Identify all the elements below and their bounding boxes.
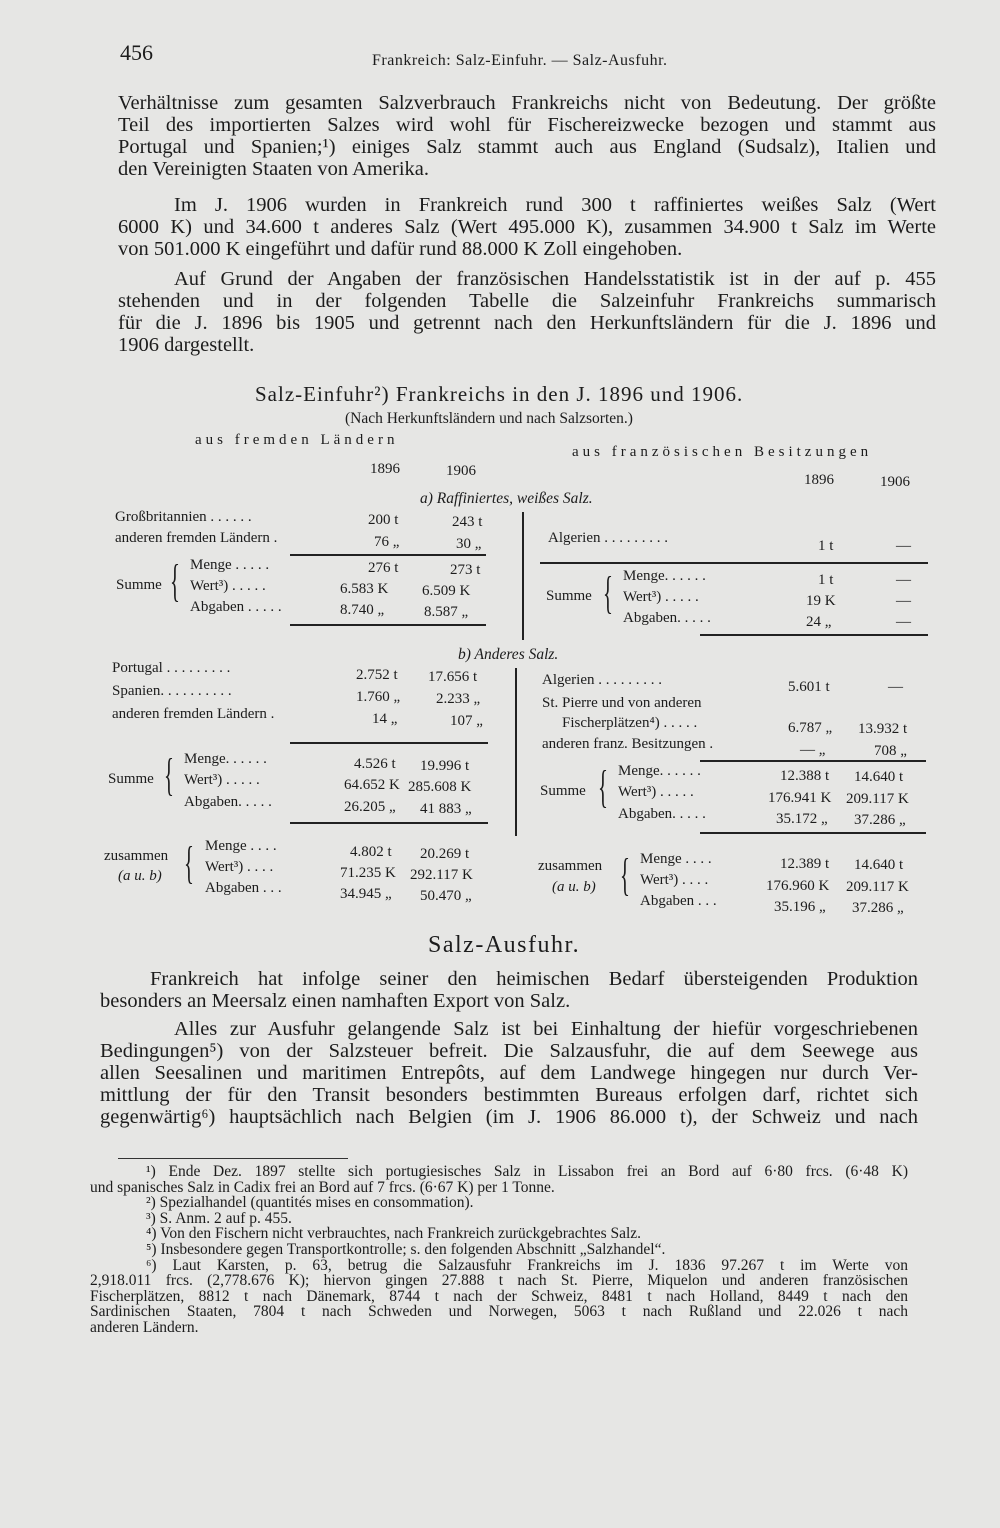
table-cell: 1 t [818,572,834,588]
table-cell: 19.996 t [420,758,470,774]
footnote-line: anderen Ländern. [90,1318,199,1336]
table-cell: 243 t [452,514,483,530]
abgaben-label: Abgaben. . . . . [184,794,272,810]
brace-icon: { [620,849,630,900]
text-line: Auf Grund der Angaben der französischen Handelsstatistik ist in der auf p. 455 [174,268,936,290]
footnote-line: Fischerplätzen, 8812 t nach Dänemark, 8744 t nach der Schweiz, 8481 t nach Holland, 8449 t nach den [90,1287,908,1305]
table-cell: 6.509 K [422,583,471,599]
running-title: Frankreich: Salz-Einfuhr. — Salz-Ausfuhr. [372,52,668,69]
export-paragraph-2 [100,1018,918,1128]
table-cell: 64.652 K [344,777,400,793]
intro-paragraph-2 [118,194,936,260]
brace-icon: { [603,567,613,618]
abgaben-label: Abgaben. . . . . [623,610,711,626]
table-cell: 8.587 „ [424,604,469,620]
table-cell: 176.941 K [768,790,832,806]
text-line: 6000 K) und 34.600 t anderes Salz (Wert 495.000 K), zusammen 34.900 t Salz im Werte [118,216,936,238]
column-divider [515,668,517,836]
table-cell: 276 t [368,560,399,576]
footnote-line: Sardinischen Staaten, 7804 t nach Schweden und Norwegen, 5063 t nach Rußland und 22.026 t nach [90,1303,908,1321]
brace-icon: { [598,761,608,812]
text-line: Im J. 1906 wurden in Frankreich rund 300 t raffiniertes weißes Salz (Wert [174,194,936,216]
table-cell: 708 „ [874,743,907,759]
section-b-heading: b) Anderes Salz. [458,646,559,663]
table-cell: 4.802 t [350,844,392,860]
table-cell: 37.286 „ [852,900,904,916]
table-cell: 30 „ [456,536,482,552]
text-line: Alles zur Ausfuhr gelangende Salz ist bei Einhaltung der hiefür vorgeschriebenen [174,1018,918,1040]
intro-paragraph-3 [118,268,936,356]
year-1896-left: 1896 [370,461,400,477]
footnote-line: ²) Spezialhandel (quantités mises en consommation). [146,1194,474,1212]
table-cell: 34.945 „ [340,886,392,902]
zusammen-sub-label: (a u. b) [118,868,162,884]
table-cell: 1 t [818,538,834,554]
table-cell: 209.117 K [846,791,909,807]
footnote-line: ³) S. Anm. 2 auf p. 455. [146,1209,292,1227]
table-cell: 176.960 K [766,878,830,894]
row-label: anderen franz. Besitzungen . [542,736,714,752]
sum-rule [700,634,928,636]
table-cell: 12.388 t [780,768,830,784]
row-label: Algerien . . . . . . . . . [542,672,662,688]
table-cell: 209.117 K [846,879,909,895]
footnote-rule [118,1158,348,1159]
footnote-line: ⁵) Insbesondere gegen Transportkontrolle; s. den folgenden Abschnitt „Salzhandel“. [146,1240,666,1258]
summe-label: Summe [540,783,586,799]
table-cell: 14 „ [372,711,398,727]
wert-label: Wert³) . . . . [640,872,709,888]
table-cell: 292.117 K [410,867,473,883]
table-cell: — „ [800,742,826,758]
table-cell: 41 883 „ [420,801,472,817]
wert-label: Wert³) . . . . [205,859,274,875]
table-cell: 200 t [368,512,399,528]
text-line: Teil des importierten Salzes wird wohl für Fischereizwecke bezogen und stammt aus [118,114,936,136]
intro-paragraph-1 [118,92,936,180]
text-line: stehenden und in der folgenden Tabelle die Salzeinfuhr Frankreichs summarisch [118,290,936,312]
table-cell: 1.760 „ [356,689,401,705]
wert-label: Wert³) . . . . . [190,578,266,594]
brace-icon: { [184,837,194,888]
text-line: 1906 dargestellt. [118,334,255,356]
text-line: Frankreich hat infolge seiner den heimischen Bedarf übersteigenden Produktion [150,968,918,990]
abgaben-label: Abgaben. . . . . [618,806,706,822]
menge-label: Menge . . . . [640,851,712,867]
text-line: Portugal und Spanien;¹) einiges Salz stammt auch aus England (Sudsalz), Italien und [118,136,936,158]
left-column-heading: aus fremden Ländern [195,432,399,448]
summe-label: Summe [108,771,154,787]
table-title: Salz-Einfuhr²) Frankreichs in den J. 1896 und 1906. [255,382,744,406]
text-line: Bedingungen⁵) von der Salzsteuer befreit. Die Salzausfuhr, die auf dem Seewege aus [100,1040,918,1062]
row-label: St. Pierre und von anderen [542,695,702,711]
text-line: besonders an Meersalz einen namhaften Export von Salz. [100,990,571,1012]
sum-rule [540,562,928,564]
table-cell: 2.752 t [356,667,398,683]
summe-label: Summe [546,588,592,604]
table-cell: 71.235 K [340,865,396,881]
table-cell: 14.640 t [854,769,904,785]
text-line: allen Seesalinen und maritimen Entrepôts, auf dem Landwege hingegen nur durch Ver- [100,1062,918,1084]
table-cell: 17.656 t [428,669,478,685]
text-line: Verhältnisse zum gesamten Salzverbrauch Frankreichs nicht von Bedeutung. Der größte [118,92,936,114]
table-cell: 8.740 „ [340,602,385,618]
wert-label: Wert³) . . . . . [184,772,260,788]
row-label: anderen fremden Ländern . [115,530,278,546]
table-cell: 12.389 t [780,856,830,872]
text-line: von 501.000 K eingeführt und dafür rund 88.000 K Zoll eingehoben. [118,238,683,260]
row-label: anderen fremden Ländern . [112,706,275,722]
wert-label: Wert³) . . . . . [623,589,699,605]
abgaben-label: Abgaben . . . [205,880,282,896]
zusammen-label: zusammen [538,858,603,874]
text-line: mittlung der für den Transit besonders bestimmten Bureaus erfolgen darf, richtet sich [100,1084,918,1106]
table-cell: — [896,593,911,609]
footnote-line: 2,918.011 frcs. (2,778.676 K); hiervon gingen 27.888 t nach St. Pierre, Miquelon und anderen französischen [90,1272,908,1290]
table-cell: 6.787 „ [788,720,833,736]
text-line: für die J. 1896 bis 1905 und getrennt nach den Herkunftsländern für die J. 1896 und [118,312,936,334]
table-cell: 37.286 „ [854,812,906,828]
sum-rule [290,554,486,556]
footnotes [90,1164,908,1336]
brace-icon: { [164,749,174,800]
text-line: gegenwärtig⁶) hauptsächlich nach Belgien (im J. 1906 86.000 t), der Schweiz und nach [100,1106,918,1128]
sum-rule [290,742,488,744]
abgaben-label: Abgaben . . . . . [190,599,282,615]
table-cell: 2.233 „ [436,691,481,707]
abgaben-label: Abgaben . . . [640,893,717,909]
menge-label: Menge. . . . . . [184,751,267,767]
year-1896-right: 1896 [804,472,834,488]
table-cell: 273 t [450,562,481,578]
table-cell: 35.196 „ [774,899,826,915]
footnote-line: ⁴) Von den Fischern nicht verbrauchtes, nach Frankreich zurückgebrachtes Salz. [146,1225,642,1243]
row-label: Großbritannien . . . . . . [115,509,252,525]
column-divider [522,512,524,640]
row-label: Algerien . . . . . . . . . [548,530,668,546]
footnote-line: ¹) Ende Dez. 1897 stellte sich portugiesisches Salz in Lissabon frei an Bord auf 6·80 frcs. (6·48 K) [146,1163,908,1180]
text-line: den Vereinigten Staaten von Amerika. [118,158,430,180]
table-cell: 26.205 „ [344,799,396,815]
table-cell: 5.601 t [788,679,830,695]
table-cell: — [896,614,911,630]
sum-rule [700,760,926,762]
table-cell: 285.608 K [408,779,472,795]
table-cell: 13.932 t [858,721,908,737]
zusammen-label: zusammen [104,848,169,864]
table-cell: — [888,679,903,695]
row-label: Spanien. . . . . . . . . . [112,683,232,699]
table-cell: 35.172 „ [776,811,828,827]
year-1906-left: 1906 [446,463,476,479]
menge-label: Menge. . . . . . [623,568,706,584]
footnote-line: ⁶) Laut Karsten, p. 63, betrug die Salzausfuhr Frankreichs im J. 1836 97.267 t im Werte von [146,1256,908,1274]
table-cell: 24 „ [806,614,832,630]
table-subtitle: (Nach Herkunftsländern und nach Salzsorten.) [345,410,633,427]
table-cell: 107 „ [450,713,483,729]
sum-rule [290,624,486,626]
sum-rule [700,832,926,834]
zusammen-sub-label: (a u. b) [552,879,596,895]
menge-label: Menge. . . . . . [618,763,701,779]
table-cell: 76 „ [374,534,400,550]
wert-label: Wert³) . . . . . [618,784,694,800]
menge-label: Menge . . . . [205,838,277,854]
row-label: Portugal . . . . . . . . . [112,660,231,676]
menge-label: Menge . . . . . [190,557,270,573]
page-number: 456 [120,40,153,65]
table-cell: 19 K [806,593,836,609]
year-1906-right: 1906 [880,474,910,490]
footnote-line: und spanisches Salz in Cadix frei an Bord auf 7 frcs. (6·67 K) per 1 Tonne. [90,1178,555,1196]
section-heading: Salz-Ausfuhr. [428,932,581,958]
table-cell: 20.269 t [420,846,470,862]
table-cell: 50.470 „ [420,888,472,904]
brace-icon: { [170,555,180,606]
summe-label: Summe [116,577,162,593]
row-label: Fischerplätzen⁴) . . . . . [562,715,698,731]
table-cell: 14.640 t [854,857,904,873]
table-cell: 6.583 K [340,581,389,597]
right-column-heading: aus französischen Besitzungen [572,444,873,460]
table-cell: — [896,572,911,588]
export-paragraph-1 [100,968,918,1012]
section-a-heading: a) Raffiniertes, weißes Salz. [420,490,593,507]
table-cell: 4.526 t [354,756,396,772]
table-cell: — [896,538,911,554]
sum-rule [290,822,488,824]
